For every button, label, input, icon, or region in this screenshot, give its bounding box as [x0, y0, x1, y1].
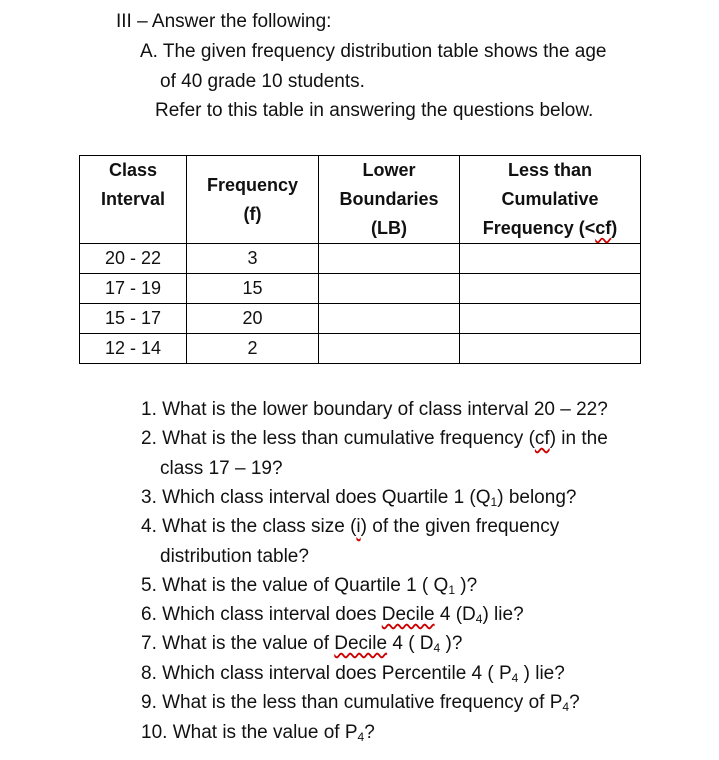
cell-cumulative-frequency: [460, 244, 641, 274]
cell-interval: 17 - 19: [80, 274, 187, 304]
table-row: [80, 304, 641, 334]
question-3-part-a: 3. Which class interval does Quartile 1 (Q: [141, 487, 491, 508]
question-3-subscript: 1: [490, 495, 498, 509]
question-4-continued: distribution table?: [160, 546, 309, 567]
question-10-part-a: 10. What is the value of P: [141, 722, 358, 743]
table-row: [80, 244, 641, 274]
question-8: [141, 664, 565, 683]
header-frequency-line1: Frequency: [206, 174, 299, 195]
cell-lower-boundary: [319, 244, 460, 274]
question-5-part-a: 5. What is the value of Quartile 1 ( Q: [141, 575, 449, 596]
instruction-line-2: of 40 grade 10 students.: [160, 71, 365, 92]
frequency-distribution-table: [79, 155, 641, 364]
question-2-cf: cf: [534, 428, 550, 449]
header-cf-line1: Less than: [507, 160, 593, 180]
header-lower-boundaries: [319, 156, 460, 244]
header-frequency-line2: (f): [243, 203, 262, 224]
question-10: [141, 723, 375, 742]
cell-interval: 12 - 14: [80, 334, 187, 364]
question-7-subscript: 4: [433, 641, 441, 655]
question-9-part-b: ?: [569, 692, 580, 713]
cell-frequency: 2: [187, 334, 319, 364]
cell-cumulative-frequency: [460, 274, 641, 304]
question-8-part-b: ) lie?: [518, 663, 565, 684]
section-heading: III – Answer the following:: [116, 11, 332, 32]
cell-lower-boundary: [319, 304, 460, 334]
cell-interval: 15 - 17: [80, 304, 187, 334]
header-cf-line2: Cumulative: [501, 189, 599, 209]
question-4-part-a: 4. What is the class size (: [141, 516, 357, 537]
header-lower-line1: Lower: [362, 160, 416, 180]
question-2-part-c: ) in the: [549, 428, 608, 449]
question-9-part-a: 9. What is the less than cumulative frequency of P: [141, 692, 563, 713]
cell-lower-boundary: [319, 274, 460, 304]
instruction-line-3: Refer to this table in answering the questions below.: [155, 100, 594, 121]
question-9: [141, 693, 580, 712]
question-2: [141, 429, 608, 448]
header-cf-abbrev: cf: [595, 218, 612, 238]
question-4: [141, 517, 559, 536]
question-8-part-a: 8. Which class interval does Percentile 4 ( P: [141, 663, 512, 684]
header-cf-line3: [460, 214, 640, 243]
question-6-part-c: 4 (D: [434, 604, 476, 625]
question-6-part-a: 6. Which class interval does: [141, 604, 382, 625]
cell-cumulative-frequency: [460, 304, 641, 334]
cell-interval: 20 - 22: [80, 244, 187, 274]
table-row: [80, 274, 641, 304]
instruction-line-1: A. The given frequency distribution table shows the age: [140, 41, 607, 62]
question-7: [141, 634, 462, 653]
question-6-decile: Decile: [381, 604, 435, 625]
header-frequency: [187, 156, 319, 244]
question-6-part-d: ) lie?: [482, 604, 524, 625]
question-3-part-b: ) belong?: [497, 487, 577, 508]
header-cf-line3-a: Frequency (<: [482, 218, 596, 238]
question-10-part-b: ?: [364, 722, 375, 743]
cell-frequency: 15: [187, 274, 319, 304]
header-lower-line3: (LB): [371, 218, 407, 238]
header-cf-line3-c: ): [611, 218, 618, 238]
header-lower-line2: Boundaries: [339, 189, 439, 209]
question-4-i: i: [356, 516, 361, 537]
question-7-part-c: 4 ( D: [387, 633, 434, 654]
table-header-row: [80, 156, 641, 244]
question-6: [141, 605, 524, 624]
question-5-subscript: 1: [448, 583, 455, 597]
cell-lower-boundary: [319, 334, 460, 364]
question-5-part-b: )?: [455, 575, 478, 596]
header-class-interval-line1: Class: [108, 160, 158, 180]
question-4-part-c: ) of the given frequency: [360, 516, 560, 537]
question-7-decile: Decile: [334, 633, 388, 654]
question-7-part-a: 7. What is the value of: [141, 633, 335, 654]
question-7-part-d: )?: [440, 633, 463, 654]
cell-frequency: 3: [187, 244, 319, 274]
question-2-continued: class 17 – 19?: [160, 458, 283, 479]
cell-frequency: 20: [187, 304, 319, 334]
question-3: [141, 488, 576, 507]
question-8-subscript: 4: [511, 671, 519, 685]
question-2-part-a: 2. What is the less than cumulative frequency (: [141, 428, 535, 449]
question-10-subscript: 4: [357, 730, 365, 744]
question-5: [141, 576, 477, 595]
cell-cumulative-frequency: [460, 334, 641, 364]
question-1: 1. What is the lower boundary of class interval 20 – 22?: [141, 399, 608, 420]
header-class-interval-line2: Interval: [100, 189, 166, 209]
header-cumulative-frequency: [460, 156, 641, 244]
table-row: [80, 334, 641, 364]
question-6-subscript: 4: [475, 612, 483, 626]
question-9-subscript: 4: [562, 700, 570, 714]
header-class-interval: [80, 156, 187, 244]
